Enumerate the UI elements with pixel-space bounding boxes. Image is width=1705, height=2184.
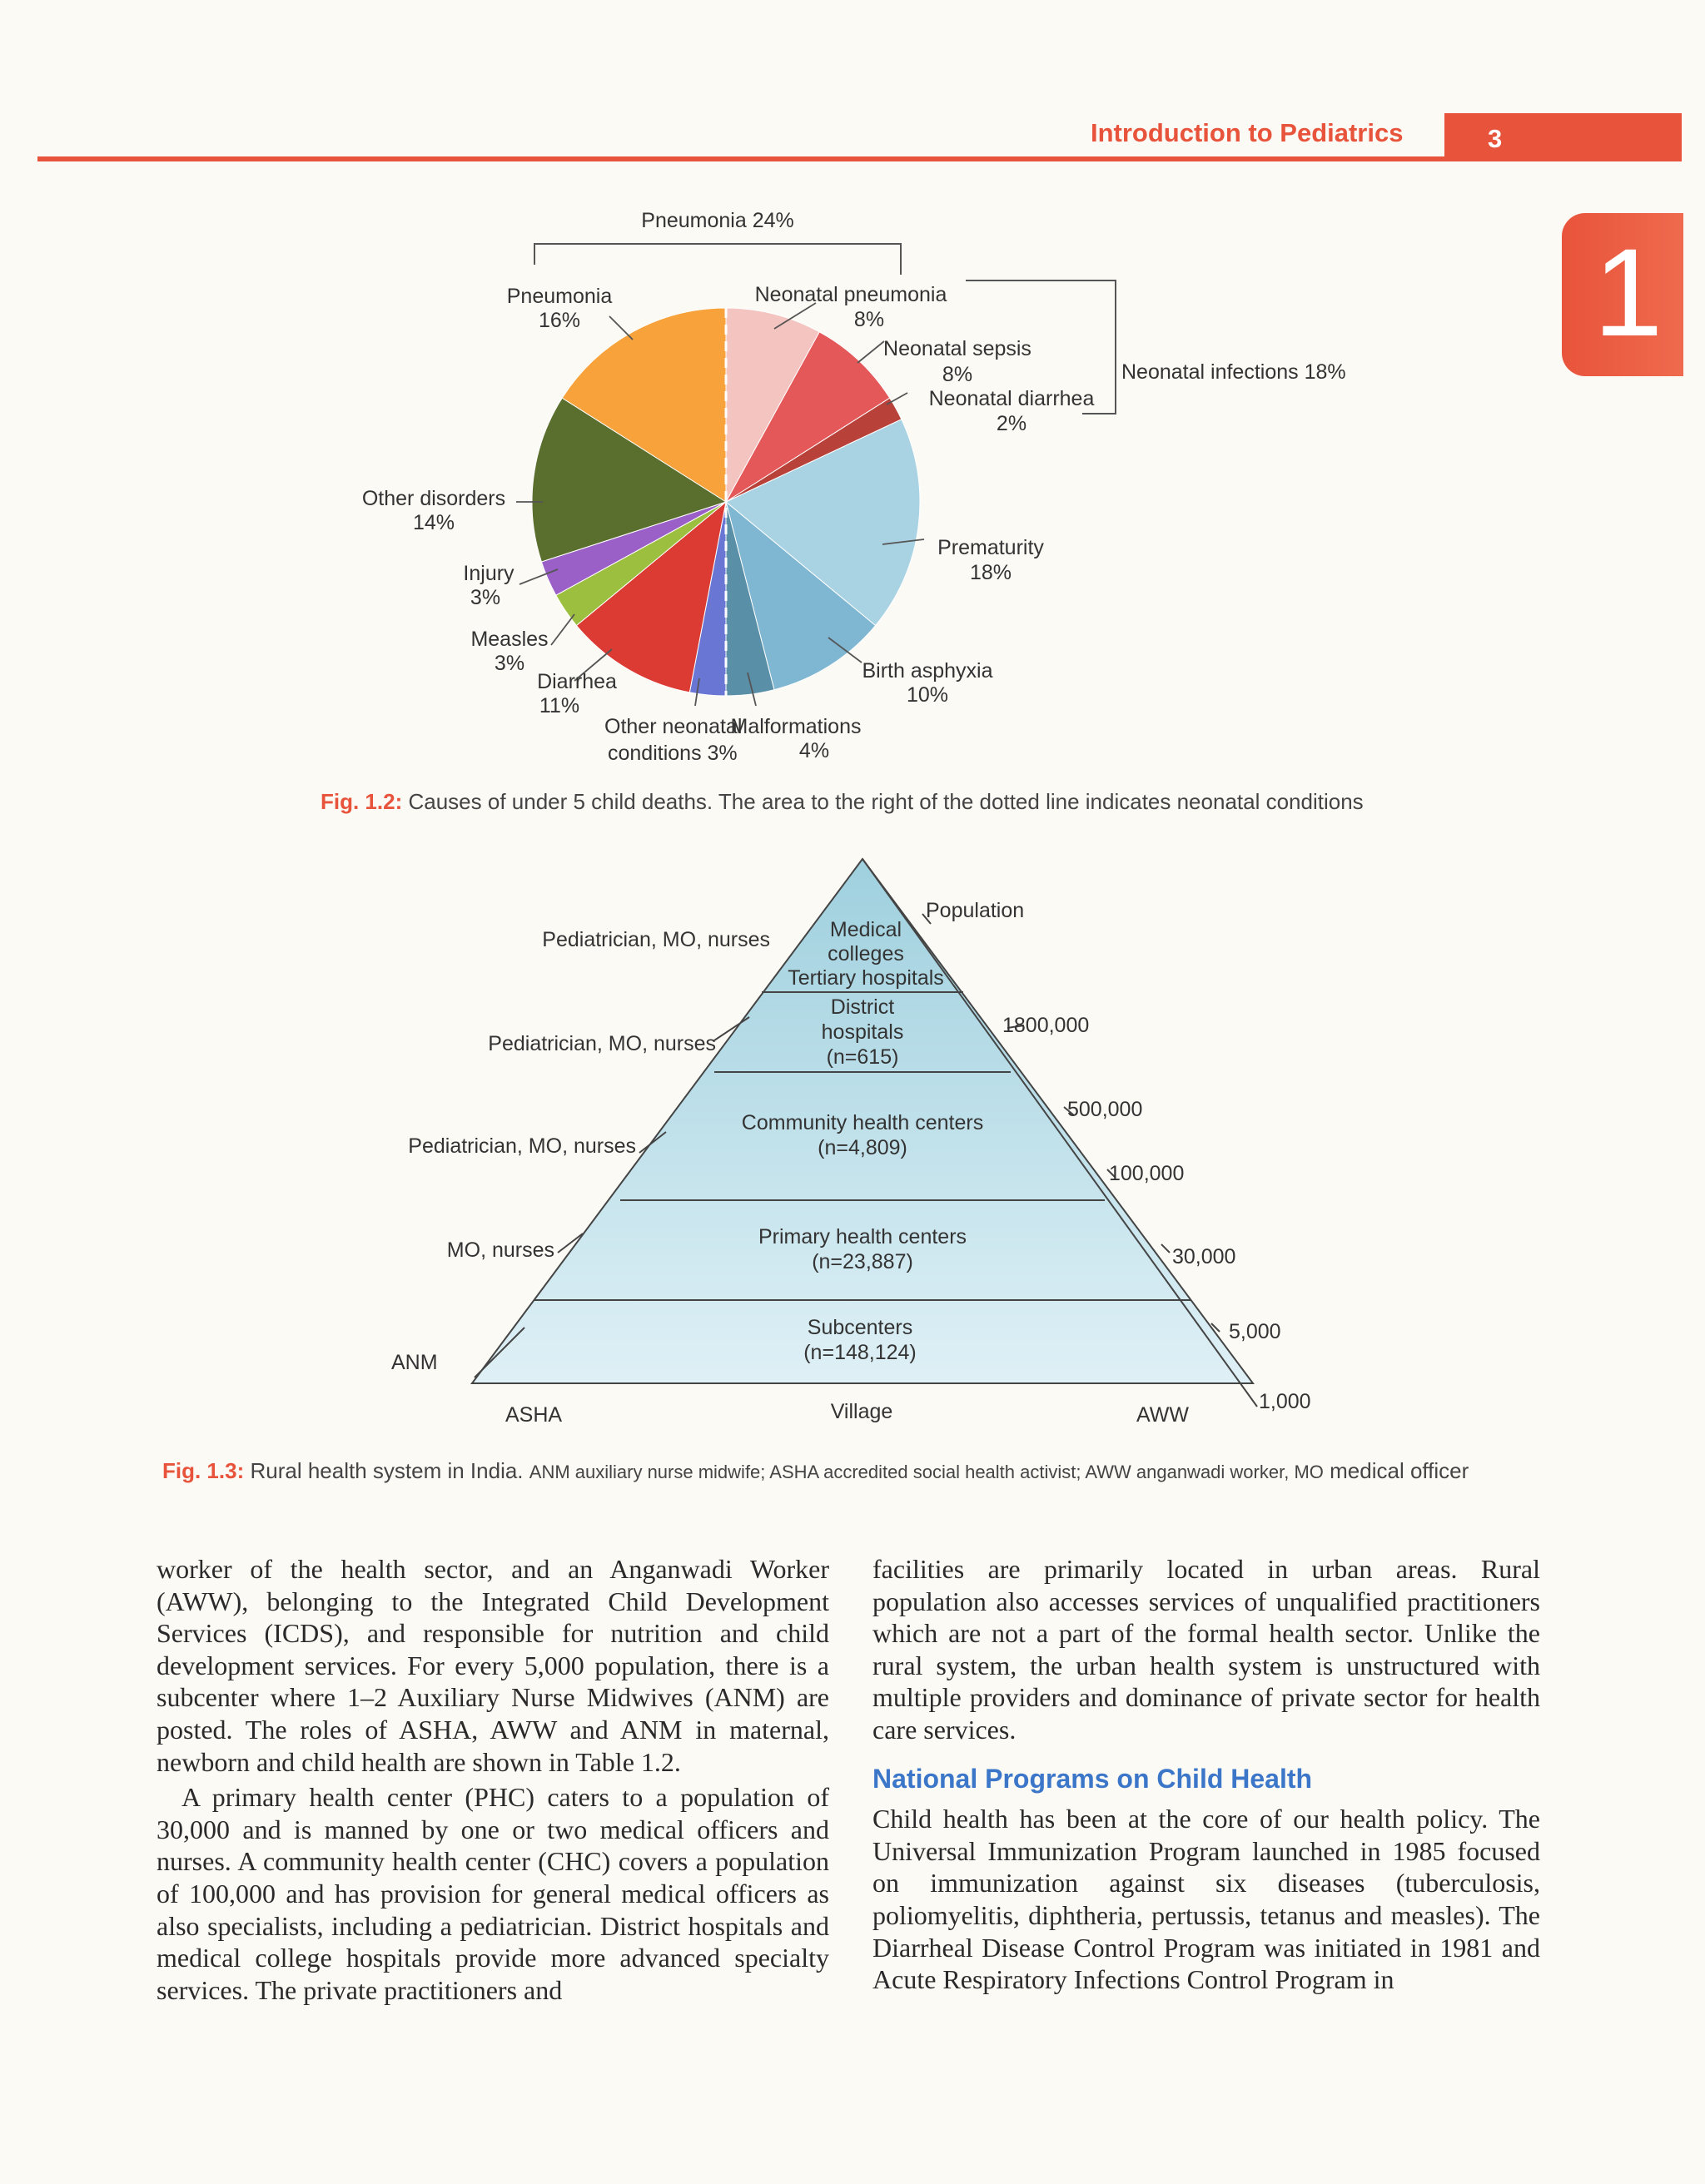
value-neonatal-sepsis: 8% (942, 363, 973, 386)
body-column-right (872, 1553, 1540, 1996)
population-1: 1800,000 (1002, 1014, 1090, 1037)
pneumonia-total-label: Pneumonia 24% (641, 209, 794, 232)
base-left-label: ASHA (505, 1403, 563, 1427)
label-other-disorders: Other disorders (361, 487, 506, 510)
body-column-left (157, 1553, 829, 2006)
label-malformations: Malformations (730, 715, 862, 738)
label-pneumonia: Pneumonia (506, 285, 613, 308)
tier-4-line-2: (n=23,887) (812, 1250, 913, 1273)
page-number-box (1444, 113, 1682, 161)
tier-2-line-2: hospitals (821, 1020, 904, 1044)
label-neonatal-diarrhea: Neonatal diarrhea (928, 387, 1095, 410)
value-birth-asphyxia: 10% (906, 683, 949, 707)
value-prematurity: 18% (969, 561, 1012, 584)
label-diarrhea: Diarrhea (537, 670, 617, 693)
population-label: Population (926, 899, 1025, 922)
tier-1-line-1: Medical (829, 918, 902, 941)
label-other-neonatal-2: conditions 3% (608, 742, 738, 765)
tier-2-line-3: (n=615) (826, 1045, 899, 1069)
label-prematurity: Prematurity (937, 536, 1044, 559)
tier-1-line-2: colleges (828, 942, 904, 965)
rural-health-pyramid (0, 841, 1705, 1440)
header-rule (37, 156, 1661, 161)
fig-1-2-caption (321, 789, 1364, 815)
staff-tier-2: Pediatrician, MO, nurses (488, 1032, 716, 1055)
fig-1-2-label: Fig. 1.2: (321, 789, 403, 814)
value-injury: 3% (470, 586, 501, 609)
value-other-disorders: 14% (412, 511, 455, 534)
tier-3-line-2: (n=4,809) (818, 1136, 907, 1159)
value-diarrhea: 11% (539, 694, 580, 717)
label-other-neonatal-1: Other neonatal (604, 715, 743, 738)
tier-1-line-3: Tertiary hospitals (788, 966, 944, 990)
fig-1-3-caption (162, 1458, 1469, 1484)
population-4: 30,000 (1172, 1245, 1236, 1268)
page-number: 3 (1488, 124, 1503, 153)
fig-1-2-text: Causes of under 5 child deaths. The area to the right of the dotted line indicates neonatal conditions (408, 789, 1364, 814)
value-neonatal-diarrhea: 2% (996, 412, 1027, 435)
label-injury: Injury (463, 562, 514, 585)
fig-1-3-abbrev: ANM auxiliary nurse midwife; ASHA accredited social health activist; AWW anganwadi worker, MO (529, 1462, 1324, 1482)
chapter-number: 1 (1593, 222, 1663, 362)
label-neonatal-sepsis: Neonatal sepsis (883, 337, 1031, 360)
fig-1-3-tail: medical officer (1330, 1458, 1469, 1483)
tier-5-line-1: Subcenters (807, 1316, 913, 1339)
label-birth-asphyxia: Birth asphyxia (862, 659, 993, 682)
tier-2-line-1: District (830, 995, 895, 1019)
base-center-label: Village (830, 1400, 893, 1423)
fig-1-3-text: Rural health system in India. (250, 1458, 524, 1483)
label-neonatal-pneumonia: Neonatal pneumonia (754, 283, 947, 306)
section-heading: National Programs on Child Health (872, 1763, 1313, 1794)
neonatal-infections-label: Neonatal infections 18% (1121, 360, 1346, 384)
population-3: 100,000 (1109, 1162, 1185, 1185)
paragraph-right-2: Child health has been at the core of our health policy. The Universal Immunization Program launched in 1985 focused on immunization against six diseases (tuberculosis, poliomyelitis, diphtheria, pertussis, tetanus and measles). The Diarrheal Disease Control Program was initiated in 1981 and Acute Respiratory Infections Control Program in (872, 1804, 1540, 1995)
value-neonatal-pneumonia: 8% (853, 308, 885, 331)
running-header-title: Introduction to Pediatrics (1091, 118, 1404, 147)
population-6: 1,000 (1259, 1390, 1311, 1413)
pneumonia-bracket (534, 244, 901, 275)
value-malformations: 4% (798, 739, 830, 762)
population-2: 500,000 (1067, 1098, 1143, 1121)
tier-3-line-1: Community health centers (741, 1111, 984, 1134)
staff-tier-1: Pediatrician, MO, nurses (542, 928, 770, 951)
staff-tier-5: ANM (391, 1351, 438, 1374)
paragraph-left-2: A primary health center (PHC) caters to a population of 30,000 and is manned by one or two medical officers and nurses. A community health center (CHC) covers a population of 100,000 and has provision for general medical officers as also specialists, including a pediatrician. District hospitals and medical college hospitals provide more advanced specialty services. The private practitioners and (157, 1782, 829, 2005)
pie-chart (0, 191, 1705, 774)
value-measles: 3% (494, 652, 525, 675)
tier-5-line-2: (n=148,124) (803, 1341, 917, 1364)
staff-tier-3: Pediatrician, MO, nurses (408, 1134, 636, 1158)
population-5: 5,000 (1229, 1320, 1281, 1343)
paragraph-left-1: worker of the health sector, and an Anganwadi Worker (AWW), belonging to the Integrated Child Development Services (ICDS), and responsible for nutrition and child development services. For every 5,000 population, there is a subcenter where 1–2 Auxiliary Nurse Midwives (ANM) are posted. The roles of ASHA, AWW and ANM in maternal, newborn and child health are shown in Table 1.2. (157, 1554, 829, 1777)
paragraph-right-1: facilities are primarily located in urban areas. Rural population also accesses services of unqualified practitioners which are not a part of the formal health sector. Unlike the rural system, the urban health system is unstructured with multiple providers and dominance of private sector for health care services. (872, 1554, 1540, 1745)
base-right-label: AWW (1136, 1403, 1189, 1427)
staff-tier-4: MO, nurses (446, 1238, 554, 1262)
tier-4-line-1: Primary health centers (758, 1225, 967, 1248)
fig-1-3-label: Fig. 1.3: (162, 1458, 245, 1483)
value-pneumonia: 16% (538, 309, 581, 332)
label-measles: Measles (470, 628, 549, 651)
